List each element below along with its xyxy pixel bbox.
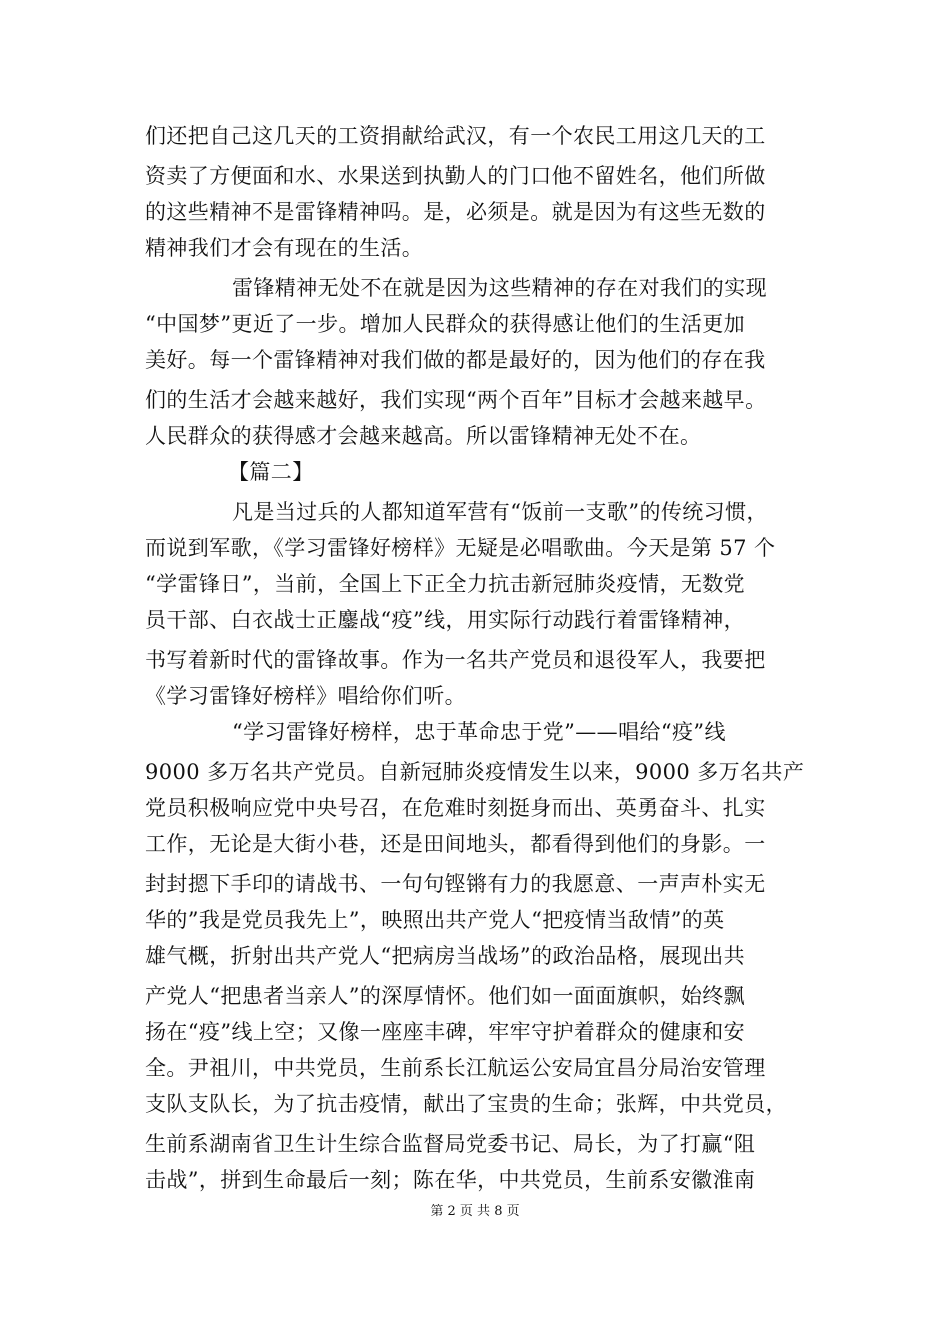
text-line: 雷锋精神无处不在就是因为这些精神的存在对我们的实现 [232,276,767,300]
text-line: 全。尹祖川，中共党员，生前系长江航运公安局宜昌分局治安管理 [145,1056,766,1080]
text-line: “中国梦”更近了一步。增加人民群众的获得感让他们的生活更加 [145,312,746,336]
text-line: 封封摁下手印的请战书、一句句铿锵有力的我愿意、一声声朴实无 [145,872,766,896]
text-line: 党员积极响应党中央号召，在危难时刻挺身而出、英勇奋斗、扎实 [145,796,766,820]
text-line: 华的”我是党员我先上”，映照出共产党人“把疫情当敌情”的英 [145,908,725,932]
text-line: 9000 多万名共产党员。自新冠肺炎疫情发生以来，9000 多万名共产 [145,760,805,784]
text-line: 工作，无论是大街小巷，还是田间地头，都看得到他们的身影。一 [145,832,766,856]
text-line: 人民群众的获得感才会越来越高。所以雷锋精神无处不在。 [145,424,702,448]
text-line: 的这些精神不是雷锋精神吗。是，必须是。就是因为有这些无数的 [145,200,766,224]
text-line: 生前系湖南省卫生计生综合监督局党委书记、局长，为了打赢“阻 [145,1132,756,1156]
text-line: 美好。每一个雷锋精神对我们做的都是最好的，因为他们的存在我 [145,348,766,372]
text-line: 雄气概，折射出共产党人“把病房当战场”的政治品格，展现出共 [145,944,746,968]
text-line: 们的生活才会越来越好，我们实现“两个百年”目标才会越来越早。 [145,388,767,412]
text-line: 《学习雷锋好榜样》唱给你们听。 [145,684,466,708]
text-line: 精神我们才会有现在的生活。 [145,236,424,260]
text-line: 产党人“把患者当亲人”的深厚情怀。他们如一面面旗帜，始终飘 [145,984,746,1008]
section-heading: 【篇二】 [228,460,314,484]
text-line: “学习雷锋好榜样，忠于革命忠于党”——唱给“疫”线 [232,720,726,744]
text-line: 书写着新时代的雷锋故事。作为一名共产党员和退役军人，我要把 [145,648,766,672]
text-line: 资卖了方便面和水、水果送到执勤人的门口他不留姓名，他们所做 [145,164,766,188]
text-line: 凡是当过兵的人都知道军营有“饭前一支歌”的传统习惯， [232,500,768,524]
text-line: 扬在“疫”线上空；又像一座座丰碑，牢牢守护着群众的健康和安 [145,1020,746,1044]
text-line: 而说到军歌，《学习雷锋好榜样》无疑是必唱歌曲。今天是第 57 个 [145,536,776,560]
text-line: 支队支队长，为了抗击疫情，献出了宝贵的生命；张辉，中共党员， [145,1092,787,1116]
text-line: 员干部、白衣战士正鏖战“疫”线，用实际行动践行着雷锋精神， [145,608,746,632]
page-footer: 第 2 页 共 8 页 [430,1204,520,1219]
text-line: “学雷锋日”，当前，全国上下正全力抗击新冠肺炎疫情，无数党 [145,572,746,596]
text-line: 们还把自己这几天的工资捐献给武汉，有一个农民工用这几天的工 [145,124,766,148]
text-line: 击战”，拼到生命最后一刻；陈在华，中共党员，生前系安徽淮南 [145,1168,756,1192]
